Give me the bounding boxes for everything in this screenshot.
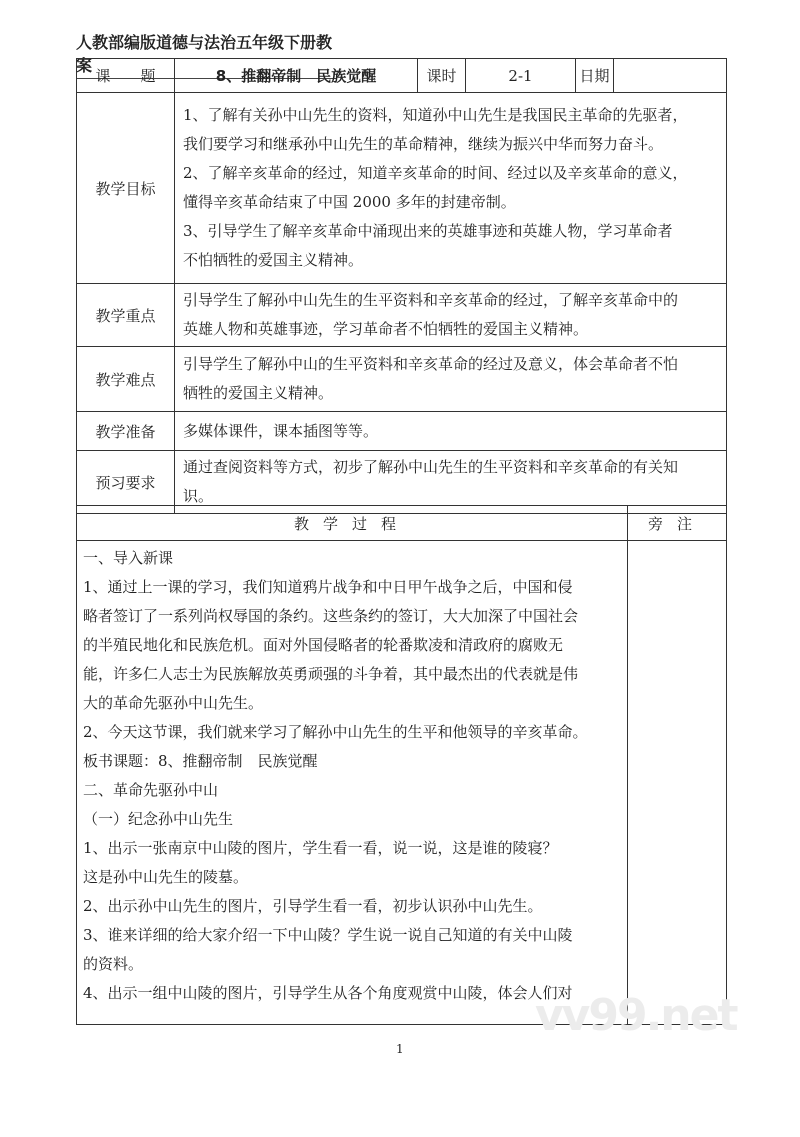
- watermark: vv99.net: [535, 990, 737, 1041]
- text-line: 牺牲的爱国主义精神。: [183, 384, 334, 402]
- process-line: （一）纪念孙中山先生: [83, 810, 234, 828]
- text-line: 英雄人物和英雄事迹，学习革命者不怕牺牲的爱国主义精神。: [183, 320, 589, 338]
- text-line: 懂得辛亥革命结束了中国 2000 多年的封建帝制。: [183, 193, 516, 211]
- text-line: 通过查阅资料等方式，初步了解孙中山先生的生平资料和辛亥革命的有关知: [183, 458, 679, 476]
- topic-value: 8、推翻帝制 民族觉醒: [175, 59, 418, 93]
- row-content: [175, 412, 727, 451]
- process-line: 4、出示一组中山陵的图片，引导学生从各个角度观赏中山陵，体会人们对: [83, 984, 573, 1002]
- info-row: [77, 93, 727, 284]
- process-line: 略者签订了一系列尚权辱国的条约。这些条约的签订，大大加深了中国社会: [83, 607, 579, 625]
- process-line: 板书课题：8、推翻帝制 民族觉醒: [83, 752, 318, 770]
- notes-column: [628, 541, 727, 1025]
- notes-header: 旁注: [628, 506, 727, 541]
- process-line: 1、出示一张南京中山陵的图片，学生看一看，说一说，这是谁的陵寝？: [83, 839, 558, 857]
- page-number: 1: [396, 1042, 404, 1056]
- text-line: 1、了解有关孙中山先生的资料，知道孙中山先生是我国民主革命的先驱者，: [183, 106, 688, 124]
- process-line: 的半殖民地化和民族危机。面对外国侵略者的轮番欺凌和清政府的腐败无: [83, 636, 564, 654]
- info-row: [77, 347, 727, 412]
- row-label: 预习要求: [77, 451, 175, 514]
- row-content: [175, 93, 727, 284]
- info-row: [77, 284, 727, 347]
- process-line: 2、出示孙中山先生的图片，引导学生看一看，初步认识孙中山先生。: [83, 897, 543, 915]
- text-line: 引导学生了解孙中山先生的生平资料和辛亥革命的经过，了解辛亥革命中的: [183, 291, 679, 309]
- row-content: [175, 347, 727, 412]
- process-line: 二、革命先驱孙中山: [83, 781, 219, 799]
- process-header: 教学过程: [77, 506, 628, 541]
- process-content: [77, 541, 628, 1025]
- row-label: 教学难点: [77, 347, 175, 412]
- document-title: 人教部编版道德与法治五年级下册教案: [76, 30, 336, 79]
- date-label: 日期: [576, 59, 614, 93]
- text-line: 不怕牺牲的爱国主义精神。: [183, 251, 364, 269]
- info-row: [77, 412, 727, 451]
- process-line: 1、通过上一课的学习，我们知道鸦片战争和中日甲午战争之后，中国和侵: [83, 578, 573, 596]
- text-line: 我们要学习和继承孙中山先生的革命精神，继续为振兴中华而努力奋斗。: [183, 135, 664, 153]
- process-line: 一、导入新课: [83, 549, 174, 567]
- text-line: 2、了解辛亥革命的经过，知道辛亥革命的时间、经过以及辛亥革命的意义，: [183, 164, 688, 182]
- process-line: 能，许多仁人志士为民族解放英勇顽强的斗争着，其中最杰出的代表就是伟: [83, 665, 579, 683]
- row-content: [175, 284, 727, 347]
- process-line: 这是孙中山先生的陵墓。: [83, 868, 249, 886]
- period-value: 2-1: [466, 59, 576, 93]
- text-line: 3、引导学生了解辛亥革命中涌现出来的英雄事迹和英雄人物，学习革命者: [183, 222, 673, 240]
- lesson-info-table: [76, 58, 727, 514]
- date-value: [614, 59, 727, 93]
- text-line: 识。: [183, 487, 214, 505]
- row-label: 教学准备: [77, 412, 175, 451]
- teaching-process-table: [76, 505, 727, 1025]
- process-line: 的资料。: [83, 955, 144, 973]
- process-line: 2、今天这节课，我们就来学习了解孙中山先生的生平和他领导的辛亥革命。: [83, 723, 588, 741]
- text-line: 多媒体课件，课本插图等等。: [183, 421, 379, 440]
- process-line: 大的革命先驱孙中山先生。: [83, 694, 264, 712]
- row-label: 教学重点: [77, 284, 175, 347]
- text-line: 引导学生了解孙中山的生平资料和辛亥革命的经过及意义，体会革命者不怕: [183, 355, 679, 373]
- row-label: 教学目标: [77, 93, 175, 284]
- period-label: 课时: [418, 59, 466, 93]
- topic-label: 课 题: [77, 59, 175, 93]
- process-line: 3、谁来详细的给大家介绍一下中山陵？学生说一说自己知道的有关中山陵: [83, 926, 573, 944]
